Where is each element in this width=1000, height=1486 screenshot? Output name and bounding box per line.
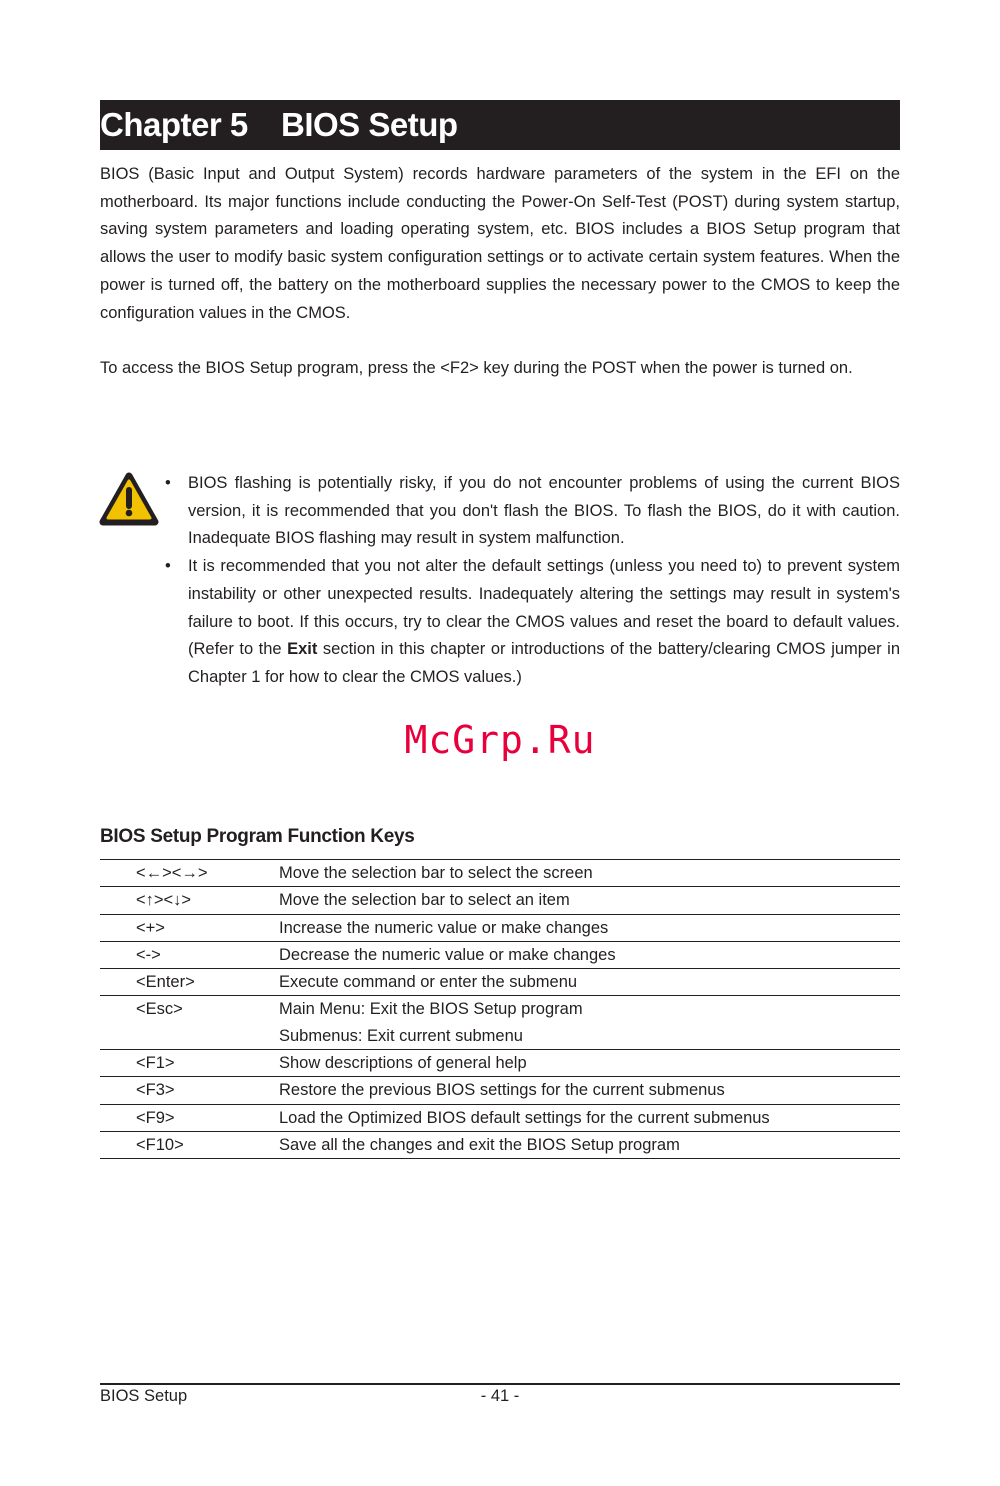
key-cell: <↑><↓> [136, 891, 192, 910]
intro-paragraph: BIOS (Basic Input and Output System) records hardware parameters of the system in the EFI on the motherboard. Its major functions include conducting the Power-On Self-Test (POST) during system startup, saving system parameters and loading operating system, etc. BIOS includes a BIOS Setup program that allows the user to modify basic system configuration settings or to activate certain system features. When the power is turned off, the battery on the motherboard supplies the necessary power to the CMOS to keep the configuration values in the CMOS. [100, 165, 900, 322]
description-cell: Increase the numeric value or make changes [279, 918, 609, 937]
description-line: Submenus: Exit current submenu [279, 1026, 523, 1045]
warning-triangle-icon [99, 472, 159, 528]
chapter-number: Chapter 5 [100, 106, 248, 143]
bullet: • [165, 474, 171, 492]
warning-note-text: It is recommended that you not alter the default settings (unless you need to) to prevent system instability or other unexpected results. Inadequately altering the settings may result in system's failure to boot. If this occurs, try to clear the CMOS values and reset the board to default values. (Refer to the [188, 557, 900, 659]
table-row [100, 996, 900, 1050]
table-row [100, 887, 900, 914]
table-row [100, 1050, 900, 1077]
exit-emphasis: Exit [287, 640, 318, 659]
chapter-heading [100, 100, 900, 150]
table-row [100, 1077, 900, 1104]
function-keys-table [100, 859, 900, 1159]
footer-section-name: BIOS Setup [100, 1387, 188, 1405]
key-cell: <F9> [136, 1108, 175, 1127]
description-cell: Restore the previous BIOS settings for the current submenus [279, 1081, 725, 1100]
key-cell: <F1> [136, 1054, 175, 1073]
key-cell: <+> [136, 918, 165, 937]
page-number: - 41 - [480, 1387, 520, 1405]
table-row [100, 1105, 900, 1132]
description-cell: Move the selection bar to select an item [279, 891, 570, 910]
key-cell: <Enter> [136, 973, 195, 992]
function-keys-title: BIOS Setup Program Function Keys [100, 826, 415, 847]
footer-divider [100, 1383, 900, 1385]
warning-note-text: BIOS flashing is potentially risky, if you do not encounter problems of using the current BIOS version, it is recommended that you don't flash the BIOS. To flash the BIOS, do it with caution. Inadequate BIOS flashing may result in system malfunction. [188, 474, 900, 548]
table-row [100, 942, 900, 969]
key-cell: <F10> [136, 1135, 184, 1154]
description-line: Main Menu: Exit the BIOS Setup program [279, 1000, 583, 1019]
description-cell [279, 996, 900, 1049]
table-row [100, 860, 900, 887]
access-paragraph: To access the BIOS Setup program, press the <F2> key during the POST when the power is turned on. [100, 359, 853, 377]
table-row [100, 969, 900, 996]
table-row [100, 1132, 900, 1159]
warning-notes [165, 470, 900, 692]
description-cell: Decrease the numeric value or make changes [279, 945, 616, 964]
description-cell: Load the Optimized BIOS default settings for the current submenus [279, 1108, 770, 1127]
bullet: • [165, 557, 171, 576]
chapter-title: BIOS Setup [281, 106, 458, 143]
key-cell: <-> [136, 945, 161, 964]
key-cell: <←><→> [136, 864, 208, 882]
warning-note [165, 553, 900, 692]
description-cell: Execute command or enter the submenu [279, 973, 578, 992]
description-cell: Save all the changes and exit the BIOS Setup program [279, 1135, 680, 1154]
watermark: McGrp.Ru [404, 718, 596, 762]
key-cell: <F3> [136, 1081, 175, 1100]
description-cell: Move the selection bar to select the screen [279, 864, 593, 882]
warning-note-text: section in this chapter or introductions of the battery/clearing CMOS jumper in Chapter 1 for how to clear the CMOS values.) [188, 640, 900, 686]
warning-note [165, 470, 900, 553]
description-cell: Show descriptions of general help [279, 1054, 527, 1073]
key-cell: <Esc> [136, 1000, 183, 1019]
table-row [100, 915, 900, 942]
